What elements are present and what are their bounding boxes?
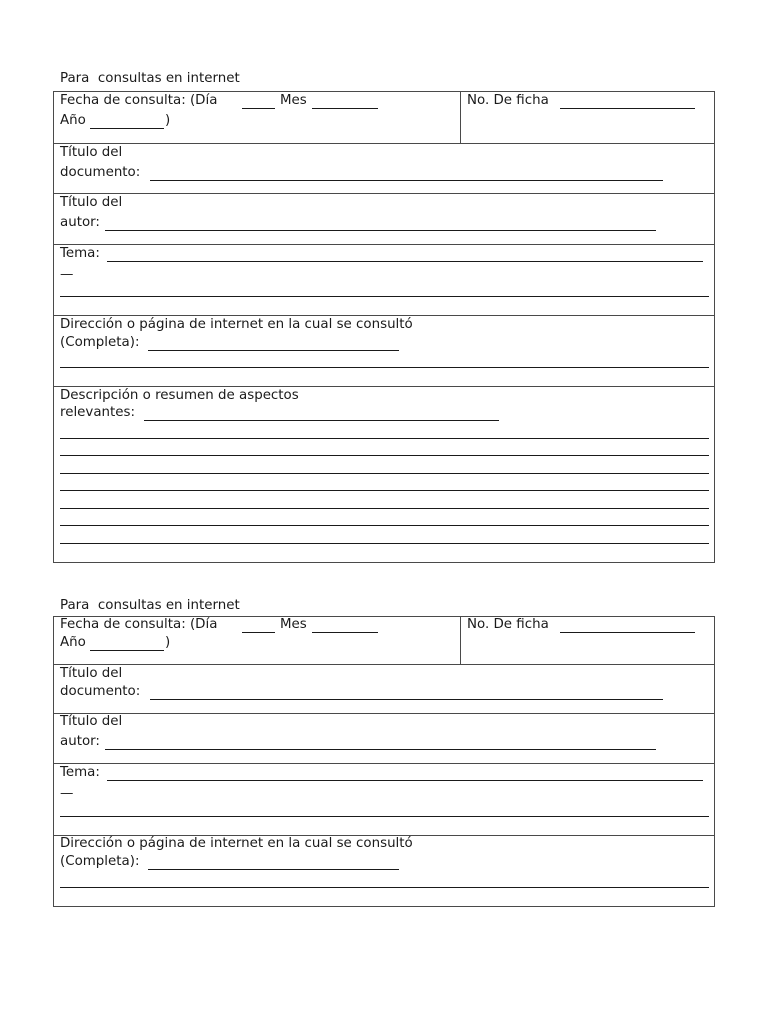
year-field[interactable] [90, 650, 164, 651]
ficha-cell [461, 92, 714, 143]
date-cell [54, 92, 461, 143]
url-field[interactable] [148, 350, 399, 351]
url-label-line2: (Completa): [60, 854, 140, 869]
document-title-label-line2: documento: [60, 684, 141, 699]
internet-consultation-form [53, 91, 715, 563]
author-title-label-line1: Título del [60, 714, 123, 729]
description-line[interactable] [60, 490, 709, 491]
description-line[interactable] [60, 525, 709, 526]
close-paren: ) [165, 635, 171, 650]
topic-field-line2[interactable] [60, 296, 709, 297]
description-field[interactable] [144, 420, 499, 421]
date-label: Fecha de consulta: (Día [60, 93, 218, 108]
description-label-line2: relevantes: [60, 405, 136, 420]
date-row [54, 92, 714, 144]
close-paren: ) [165, 113, 171, 128]
date-cell [54, 617, 461, 664]
description-line[interactable] [60, 438, 709, 439]
description-line[interactable] [60, 508, 709, 509]
author-title-field[interactable] [105, 749, 656, 750]
topic-label: Tema: [60, 246, 100, 261]
internet-consultation-form [53, 616, 715, 907]
topic-field[interactable] [107, 261, 703, 262]
form-caption: Para consultas en internet [60, 598, 240, 613]
author-title-label-line2: autor: [60, 734, 100, 749]
topic-field-line2[interactable] [60, 816, 709, 817]
month-field[interactable] [312, 632, 378, 633]
description-line[interactable] [60, 455, 709, 456]
month-label: Mes [280, 617, 307, 632]
author-title-label-line1: Título del [60, 195, 123, 210]
topic-row [54, 764, 714, 836]
topic-row [54, 245, 714, 316]
year-label: Año [60, 635, 86, 650]
ficha-field[interactable] [560, 632, 695, 633]
topic-dash: — [60, 267, 74, 282]
day-field[interactable] [242, 108, 275, 109]
ficha-cell [461, 617, 714, 664]
day-field[interactable] [242, 632, 275, 633]
url-label-line1: Dirección o página de internet en la cual se consultó [60, 317, 413, 332]
url-row [54, 316, 714, 387]
author-title-field[interactable] [105, 230, 656, 231]
description-line[interactable] [60, 473, 709, 474]
author-title-row [54, 194, 714, 245]
url-label-line1: Dirección o página de internet en la cual se consultó [60, 836, 413, 851]
document-title-label-line2: documento: [60, 165, 141, 180]
url-label-line2: (Completa): [60, 335, 140, 350]
document-title-row [54, 144, 714, 194]
date-row [54, 617, 714, 665]
form-caption: Para consultas en internet [60, 71, 240, 86]
date-label: Fecha de consulta: (Día [60, 617, 218, 632]
topic-dash: — [60, 786, 74, 801]
document-title-label-line1: Título del [60, 666, 123, 681]
ficha-label: No. De ficha [467, 93, 549, 108]
url-row [54, 836, 714, 906]
document-title-row [54, 665, 714, 714]
url-field[interactable] [148, 869, 399, 870]
year-field[interactable] [90, 128, 164, 129]
author-title-label-line2: autor: [60, 215, 100, 230]
description-row [54, 387, 714, 562]
ficha-field[interactable] [560, 108, 695, 109]
description-line[interactable] [60, 543, 709, 544]
ficha-label: No. De ficha [467, 617, 549, 632]
topic-field[interactable] [107, 780, 703, 781]
topic-label: Tema: [60, 765, 100, 780]
year-label: Año [60, 113, 86, 128]
document-title-field[interactable] [150, 180, 663, 181]
url-field-line2[interactable] [60, 367, 709, 368]
document-title-label-line1: Título del [60, 145, 123, 160]
url-field-line2[interactable] [60, 887, 709, 888]
document-title-field[interactable] [150, 699, 663, 700]
month-field[interactable] [312, 108, 378, 109]
author-title-row [54, 714, 714, 764]
month-label: Mes [280, 93, 307, 108]
description-label-line1: Descripción o resumen de aspectos [60, 388, 299, 403]
